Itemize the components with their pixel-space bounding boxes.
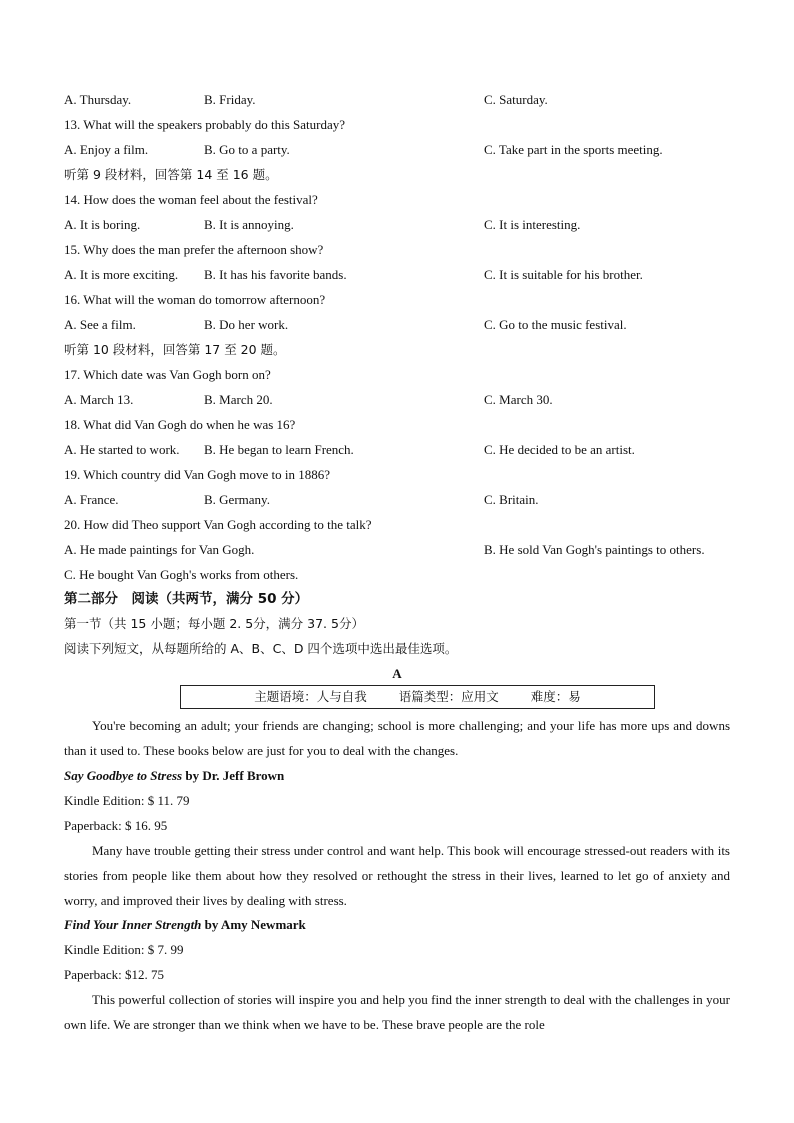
book1-kindle-price: Kindle Edition: $ 11. 79 — [64, 793, 190, 808]
q16-option-b: B. Do her work. — [204, 317, 289, 332]
q18-stem: 18. What did Van Gogh do when he was 16? — [64, 417, 296, 432]
book2-description — [64, 987, 730, 1037]
q13-option-a: A. Enjoy a film. — [64, 142, 149, 157]
book2-paperback-price: Paperback: $12. 75 — [64, 967, 165, 982]
q19-option-b: B. Germany. — [204, 492, 270, 507]
q16-stem: 16. What will the woman do tomorrow afternoon? — [64, 292, 326, 307]
q12-option-c: C. Saturday. — [484, 92, 548, 107]
q18-option-c: C. He decided to be an artist. — [484, 442, 635, 457]
book2-title: Find Your Inner Strength — [64, 917, 202, 932]
q12-option-b: B. Friday. — [204, 92, 256, 107]
q19-stem: 19. Which country did Van Gogh move to in 1886? — [64, 467, 330, 482]
q12-option-a: A. Thursday. — [64, 92, 132, 107]
q15-option-b: B. It has his favorite bands. — [204, 267, 347, 282]
book1-author: by Dr. Jeff Brown — [182, 768, 285, 783]
book1-title: Say Goodbye to Stress — [64, 768, 183, 783]
book2-heading — [64, 917, 306, 933]
q18-option-b: B. He began to learn French. — [204, 442, 354, 457]
q14-option-a: A. It is boring. — [64, 217, 141, 232]
part2-heading: 第二部分 阅读（共两节，满分 50 分） — [64, 591, 309, 607]
topic-difficulty: 难度：易 — [530, 689, 581, 704]
passage-intro — [64, 713, 730, 763]
book2-description-text: This powerful collection of stories will inspire you and help you find the inner strength to deal with the challenges in your own life. We are stronger than we think when we have to be. These brave people are the role — [64, 992, 730, 1032]
q15-option-a: A. It is more exciting. — [64, 267, 179, 282]
q20-option-c: C. He bought Van Gogh's works from others. — [64, 567, 299, 582]
q19-option-c: C. Britain. — [484, 492, 539, 507]
q14-option-c: C. It is interesting. — [484, 217, 581, 232]
book2-kindle-price: Kindle Edition: $ 7. 99 — [64, 942, 184, 957]
q15-stem: 15. Why does the man prefer the afternoon show? — [64, 242, 324, 257]
q13-stem: 13. What will the speakers probably do this Saturday? — [64, 117, 346, 132]
q15-option-c: C. It is suitable for his brother. — [484, 267, 643, 282]
q20-option-a: A. He made paintings for Van Gogh. — [64, 542, 255, 557]
q13-option-b: B. Go to a party. — [204, 142, 290, 157]
section-10-instruction: 听第 10 段材料，回答第 17 至 20 题。 — [64, 342, 286, 357]
book1-heading — [64, 768, 284, 784]
q17-stem: 17. Which date was Van Gogh born on? — [64, 367, 271, 382]
topic-context: 主题语境：人与自我 — [254, 689, 367, 704]
q17-option-b: B. March 20. — [204, 392, 273, 407]
section1-heading: 第一节（共 15 小题；每小题 2. 5分，满分 37. 5分） — [64, 616, 364, 631]
passage-intro-text: You're becoming an adult; your friends are changing; school is more challenging; and your life has more ups and downs than it used to. These books below are just for you to deal with the changes. — [64, 718, 730, 758]
q19-option-a: A. France. — [64, 492, 119, 507]
q17-option-c: C. March 30. — [484, 392, 553, 407]
q20-stem: 20. How did Theo support Van Gogh according to the talk? — [64, 517, 372, 532]
q17-option-a: A. March 13. — [64, 392, 134, 407]
topic-genre: 语篇类型：应用文 — [398, 689, 499, 704]
book1-description-text: Many have trouble getting their stress under control and want help. This book will encourage stressed-out readers with its stories from people like them about how they resolved or rethought the stress in their lives, learned to let go of anxiety and worry, and improved their lives by dealing with stress. — [64, 843, 730, 908]
topic-info-box — [180, 685, 655, 709]
section-9-instruction: 听第 9 段材料，回答第 14 至 16 题。 — [64, 167, 278, 182]
reading-instruction: 阅读下列短文，从每题所给的 A、B、C、D 四个选项中选出最佳选项。 — [64, 641, 458, 656]
passage-letter: A — [392, 666, 402, 681]
q16-option-c: C. Go to the music festival. — [484, 317, 627, 332]
book2-author: by Amy Newmark — [201, 917, 306, 932]
q14-stem: 14. How does the woman feel about the festival? — [64, 192, 318, 207]
q18-option-a: A. He started to work. — [64, 442, 180, 457]
q20-option-b: B. He sold Van Gogh's paintings to others. — [484, 542, 705, 557]
book1-description — [64, 838, 730, 913]
book1-paperback-price: Paperback: $ 16. 95 — [64, 818, 168, 833]
q16-option-a: A. See a film. — [64, 317, 136, 332]
q13-option-c: C. Take part in the sports meeting. — [484, 142, 663, 157]
q14-option-b: B. It is annoying. — [204, 217, 294, 232]
